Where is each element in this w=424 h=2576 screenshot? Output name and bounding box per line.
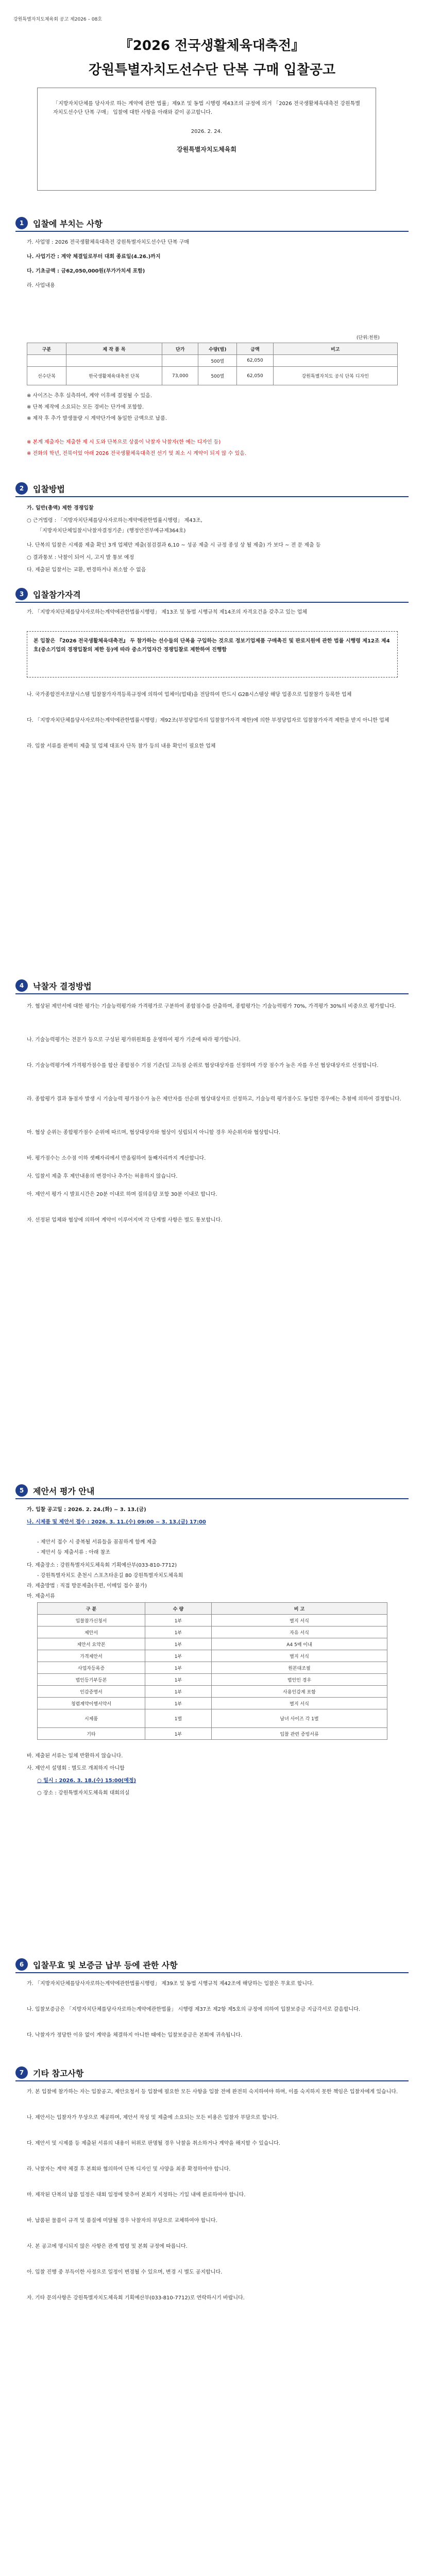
table-cell: 제안서 요약본 xyxy=(38,1638,145,1650)
table-cell: 1부 xyxy=(145,1728,212,1740)
table-header: 비 고 xyxy=(212,1603,387,1615)
table-cell: 500벌 xyxy=(198,355,237,367)
s3-highlight-box xyxy=(27,631,398,677)
item-table xyxy=(27,343,398,385)
table-cell: 1벌 xyxy=(145,1709,212,1728)
section-2-header xyxy=(15,482,65,495)
table-cell xyxy=(273,355,397,367)
table-cell: 법인등기부등본 xyxy=(38,1674,145,1686)
section-divider xyxy=(15,993,409,994)
section-divider xyxy=(15,2080,409,2081)
notice-number: 강원특별자치도체육회 공고 제2026 – 08호 xyxy=(13,17,103,22)
s1-line: 가. 사업명 : 2026 전국생활체육대축전 강원특별자치도선수단 단복 구매 xyxy=(27,240,190,245)
s5-line3: ○ 장소 : 강원특별자치도체육회 대회의실 xyxy=(37,1790,130,1796)
section-title: 기타 참고사항 xyxy=(33,2068,84,2078)
s5-sub: - 제안서 접수 시 중복될 서류들을 꼼꼼하게 함께 제출 xyxy=(37,1539,157,1545)
table-cell xyxy=(66,355,162,367)
table-cell: 73,000 xyxy=(162,367,198,385)
table-cell: 1부 xyxy=(145,1662,212,1674)
table-cell: 1부 xyxy=(145,1626,212,1638)
s5-line2: 마. 제출서류 xyxy=(27,1594,55,1599)
section-title: 입찰에 부치는 사항 xyxy=(33,218,103,229)
table-header: 수량(벌) xyxy=(198,343,237,355)
intro-org: 강원특별자치도체육회 xyxy=(177,146,236,153)
section-title: 낙찰자 결정방법 xyxy=(33,981,92,991)
s7-line: 사. 본 공고에 명시되지 않은 사항은 관계 법령 및 본회 규정에 따릅니다. xyxy=(27,2244,188,2249)
section-number: 7 xyxy=(15,2066,28,2079)
table-cell: 1부 xyxy=(145,1698,212,1709)
table-header-row xyxy=(27,343,398,355)
s2-line: 가. 일반(총액) 제한 경쟁입찰 xyxy=(27,505,94,511)
s4-line: 라. 종합평가 결과 동점자 발생 시 기술능력 평가점수가 높은 제안자를 선순위 협상대상자로 선정하고, 기술능력 평가점수도 동일한 경우에는 추첨에 의하여 결정합니다. xyxy=(27,1096,401,1102)
table-cell: 한국생활체육대축전 단복 xyxy=(66,367,162,385)
table-row xyxy=(38,1698,387,1709)
section-number: 1 xyxy=(15,217,28,229)
s4-line: 아. 제안서 평가 시 발표시간은 20분 이내로 하며 질의응답 포함 30분 이내로 합니다. xyxy=(27,1192,217,1197)
s5-line xyxy=(27,1518,408,1527)
intro-text: 「지방자치단체를 당사자로 하는 계약에 관한 법률」제9조 및 동법 시행령 제43조의 규정에 의거 「2026 전국생활체육대축전 강원특별자치도선수단 단복 구매」 입찰에 대한 사항을 아래와 같이 공고합니다. xyxy=(53,101,360,115)
table-header: 구 분 xyxy=(38,1603,145,1615)
section-6-header xyxy=(15,1958,178,1971)
table-cell: 1부 xyxy=(145,1674,212,1686)
table-cell: 62,050 xyxy=(237,355,273,367)
s3-line: 나. 국가종합전자조달시스템 입찰참가자격등록규정에 의하여 업체이(업태)을 전담하여 반드시 G2B시스템상 해당 업종으로 입찰참가 등록한 업체 xyxy=(27,692,352,698)
table-cell: 1부 xyxy=(145,1650,212,1662)
title-block xyxy=(0,35,424,78)
table-cell: 사용인감계 포함 xyxy=(212,1686,387,1698)
table-row xyxy=(38,1626,387,1638)
table-cell: 법인인 경우 xyxy=(212,1674,387,1686)
section-divider xyxy=(15,1498,409,1499)
table-row xyxy=(27,367,398,385)
s2-line: 다. 제출된 입찰서는 교환, 변경하거나 취소할 수 없음 xyxy=(27,567,146,573)
table-header: 구분 xyxy=(27,343,66,355)
section-divider xyxy=(15,1972,409,1973)
s7-line: 가. 본 입찰에 참가하는 자는 입찰공고, 제안요청서 등 입찰에 필요한 모든 사항을 입찰 전에 완전히 숙지하여야 하며, 이를 숙지하지 못한 책임은 입찰자에게 있습니다. xyxy=(27,2089,398,2095)
intro-box xyxy=(37,88,376,191)
s7-line: 아. 입찰 진행 중 부득이한 사정으로 일정이 변경될 수 있으며, 변경 시 별도 공지합니다. xyxy=(27,2269,223,2275)
table-header: 금액 xyxy=(237,343,273,355)
table-unit: (단위:천원) xyxy=(357,335,380,341)
s3-line: 다. 「지방자치단체를당사자로하는계약에관한법률시행령」제92조(부정당업자의 입찰참가자격 제한)에 의한 부정당업자로 입찰참가자격 제한을 받지 아니한 업체 xyxy=(27,718,389,723)
section-title: 입찰참가자격 xyxy=(33,589,81,600)
s5-line2: - 강원특별자치도 춘천시 스포츠타운길 80 강원특별자치도체육회 xyxy=(37,1573,183,1579)
s1-note: ※ 사이즈는 추후 실측하여, 계약 이후에 결정될 수 있음. xyxy=(27,393,152,399)
table-row xyxy=(38,1686,387,1698)
section-7-header xyxy=(15,2066,83,2079)
table-row xyxy=(38,1674,387,1686)
table-row xyxy=(38,1709,387,1728)
s1-note-red: ※ 전화의 학년, 전북이었 아래 2026 전국생활체육대축전 선기 및 최소 시 계약이 되지 않 수 있음. xyxy=(27,451,246,456)
s1-note-red: ※ 본계 제출자는 제출한 제 시 도와 단복으로 상품이 낙찰자 낙찰자(한 예는 디자인 등) xyxy=(27,439,221,445)
s4-line: 가. 협상된 제안서에 대한 평가는 기술능력평가와 가격평가로 구분하여 종합점수를 산출하며, 종합평가는 기술능력평가 70%, 가격평가 30%의 비중으로 평가합니다. xyxy=(27,1004,396,1009)
s1-line: 라. 사업내용 xyxy=(27,283,55,289)
table-cell xyxy=(27,355,66,367)
table-cell xyxy=(162,355,198,367)
table-cell: 1부 xyxy=(145,1638,212,1650)
section-number: 2 xyxy=(15,482,28,495)
table-cell: 62,050 xyxy=(237,367,273,385)
s1-line: 나. 사업기간 : 계약 체결일로부터 대회 종료일(4.26.)까지 xyxy=(27,254,161,260)
table-row xyxy=(38,1728,387,1740)
s2-line: 나. 단복의 입찰은 시제품 제출 확인 3개 업체만 제출(점검결과 6,10 ~ 성공 제출 시 규정 종성 상 될 제출) 가 보다 ~ 전 문 제출 등 xyxy=(27,543,321,548)
table-header: 제 작 품 목 xyxy=(66,343,162,355)
table-cell: 선수단복 xyxy=(27,367,66,385)
s3-highlight-text: 본 입찰은 『2026 전국생활체육대축전』 두 참가하는 선수들의 단복을 구입하는 것으로 정보기업제품 구매촉진 및 판로지원에 관한 법률 시행령 제12조 제4호(중소기업의 경쟁입찰의 제한 등)에 따라 중소기업자간 경쟁입찰로 제한하여 진행함 xyxy=(33,638,390,653)
table-cell: 인감증명서 xyxy=(38,1686,145,1698)
section-title: 입찰무효 및 보증금 납부 등에 관한 사항 xyxy=(33,1960,178,1970)
table-header: 단가 xyxy=(162,343,198,355)
table-header-row xyxy=(38,1603,387,1615)
table-cell: 제안서 xyxy=(38,1626,145,1638)
s6-line: 가. 「지방자치단체를당사자로하는계약에관한법률시행령」 제39조 및 동법 시행규칙 제42조에 해당하는 입찰은 무효로 합니다. xyxy=(27,1981,314,1987)
table-cell: 남녀 사이즈 각 1벌 xyxy=(212,1709,387,1728)
s5-line3: 사. 제안서 설명회 : 별도로 개최하지 아니함 xyxy=(27,1766,125,1771)
table-row xyxy=(38,1650,387,1662)
submission-table xyxy=(37,1602,387,1740)
s4-line: 바. 평가점수는 소수점 이하 셋째자리에서 반올림하여 둘째자리까지 계산합니다. xyxy=(27,1156,206,1161)
table-header: 비고 xyxy=(273,343,397,355)
s5-line: 가. 입찰 공고일 : 2026. 2. 24.(화) ~ 3. 13.(금) xyxy=(27,1507,146,1513)
s5-line2: 라. 제출방법 : 직접 방문제출(우편, 이메일 접수 불가) xyxy=(27,1583,147,1589)
s5-line3 xyxy=(37,1776,408,1785)
s1-line: 다. 기초금액 : 금62,050,000원(부가가치세 포함) xyxy=(27,268,145,274)
s1-note: ※ 제작 후 추가 발생물량 시 계약단가에 동일한 금액으로 납품. xyxy=(27,416,167,421)
intro-date: 2026. 2. 24. xyxy=(191,129,223,134)
section-number: 4 xyxy=(15,979,28,992)
s5-submission-period: 나. 시제품 및 제안서 접수 : 2026. 3. 11.(수) 09:00 ~ 3. 13.(금) 17:00 xyxy=(27,1519,206,1525)
table-cell: 입찰참가신청서 xyxy=(38,1615,145,1626)
s4-line: 다. 기술능력평가에 가격평가점수를 합산 종합점수 기점 기준(일 고득점 순위로 협상대상자를 선정하며 가장 점수가 높은 자를 우선 협상대상자로 선정합니다. xyxy=(27,1063,379,1069)
s7-line: 다. 제안서 및 시제품 등 제출된 서류의 내용이 허위로 판명될 경우 낙찰을 취소하거나 계약을 해지할 수 있습니다. xyxy=(27,2141,280,2146)
section-divider xyxy=(15,602,409,603)
page-title-line1: 『2026 전국생활체육대축전』 xyxy=(119,38,305,54)
s3-line: 가. 「지방자치단체를당사자로하는계약에관한법률시행령」 제13조 및 동법 시행규칙 제14조의 자격요건을 갖추고 있는 업체 xyxy=(27,609,308,615)
s5-line3: 바. 제출된 서류는 일체 반환하지 않습니다. xyxy=(27,1753,123,1759)
table-cell: 500벌 xyxy=(198,367,237,385)
section-number: 6 xyxy=(15,1958,28,1971)
s7-line: 라. 낙찰자는 계약 체결 후 본회와 협의하여 단복 디자인 및 사양을 최종 확정하여야 합니다. xyxy=(27,2166,231,2172)
s7-line: 자. 기타 문의사항은 강원특별자치도체육회 기획예산부(033-810-7712)로 연락하시기 바랍니다. xyxy=(27,2295,245,2301)
section-5-header xyxy=(15,1484,94,1497)
page-title-line2: 강원특별자치도선수단 단복 구매 입찰공고 xyxy=(88,62,336,78)
table-row xyxy=(38,1615,387,1626)
section-divider xyxy=(15,496,409,497)
s7-line: 나. 제안서는 입찰자가 무상으로 제공하며, 제안서 작성 및 제출에 소요되는 모든 비용은 입찰자 부담으로 합니다. xyxy=(27,2115,279,2121)
s4-line: 나. 기술능력평가는 전문가 등으로 구성된 평가위원회를 운영하여 평가 기준에 따라 평가합니다. xyxy=(27,1037,241,1043)
table-cell: 자유 서식 xyxy=(212,1626,387,1638)
table-cell: 1부 xyxy=(145,1615,212,1626)
table-cell: 사업자등록증 xyxy=(38,1662,145,1674)
table-cell: 원본대조필 xyxy=(212,1662,387,1674)
s5-line2: 다. 제출장소 : 강원특별자치도체육회 기획예산부(033-810-7712) xyxy=(27,1563,177,1568)
table-cell: 가격제안서 xyxy=(38,1650,145,1662)
s6-line: 다. 낙찰자가 정당한 이유 없이 계약을 체결하지 아니한 때에는 입찰보증금은 본회에 귀속됩니다. xyxy=(27,2032,243,2038)
s5-sub: - 제안서 등 제출서류 : 아래 참조 xyxy=(37,1550,110,1555)
table-row xyxy=(27,355,398,367)
table-cell: 청렴계약이행서약서 xyxy=(38,1698,145,1709)
s4-line: 마. 협상 순위는 종합평가점수 순위에 따르며, 협상대상자와 협상이 성립되지 아니할 경우 차순위자와 협상합니다. xyxy=(27,1130,281,1136)
section-4-header xyxy=(15,979,92,992)
section-divider xyxy=(15,231,409,232)
table-row xyxy=(38,1662,387,1674)
s2-line: ○ 결과통보 : 낙찰이 되어 시, 고지 발 통보 예정 xyxy=(27,555,134,561)
section-3-header xyxy=(15,587,81,601)
table-cell: 별지 서식 xyxy=(212,1615,387,1626)
section-1-header xyxy=(15,216,103,230)
table-cell: 1부 xyxy=(145,1686,212,1698)
s4-line: 자. 선정된 업체와 협상에 의하여 계약이 이루어지며 각 단계별 사항은 별도 통보합니다. xyxy=(27,1217,223,1223)
s6-line: 나. 입찰보증금은 「지방자치단체를당사자로하는계약에관한법률」 시행령 제37조 제2항 제5호의 규정에 의하여 입찰보증금 지급각서로 갈음합니다. xyxy=(27,2007,361,2012)
section-number: 5 xyxy=(15,1484,28,1497)
table-cell: 입찰 관련 증빙서류 xyxy=(212,1728,387,1740)
s4-line: 사. 입찰서 제출 후 제안내용의 변경이나 추가는 허용하지 않습니다. xyxy=(27,1174,178,1179)
section-number: 3 xyxy=(15,588,28,600)
table-cell: 별지 서식 xyxy=(212,1650,387,1662)
table-cell: 기타 xyxy=(38,1728,145,1740)
table-header: 수 량 xyxy=(145,1603,212,1615)
s2-line: ○ 근거법령 : 「지방자치단체를당사자로하는계약에관한법률시행령」 제43조, xyxy=(27,518,202,523)
section-title: 입찰방법 xyxy=(33,484,65,494)
s2-line: 「지방자치단체입찰시낙찰자결정기준」(행정안전부예규제364호) xyxy=(37,528,186,534)
table-cell: 별지 서식 xyxy=(212,1698,387,1709)
s3-line: 라. 입찰 서류를 완벽히 제출 및 업체 대표자 단독 참가 등의 내용 확인이 필요한 업체 xyxy=(27,743,216,749)
table-row xyxy=(38,1638,387,1650)
s7-line: 마. 제작된 단복의 납품 일정은 대회 일정에 맞추어 본회가 지정하는 기일 내에 완료하여야 합니다. xyxy=(27,2192,246,2198)
s7-line: 바. 납품된 물품이 규격 및 품질에 미달될 경우 낙찰자의 부담으로 교체하여야 합니다. xyxy=(27,2218,217,2224)
table-cell: 강원특별자치도 공식 단복 디자인 xyxy=(273,367,397,385)
s5-briefing-time: ○ 일시 : 2026. 3. 18.(수) 15:00(예정) xyxy=(37,1778,137,1784)
s1-note: ※ 단복 제작에 소요되는 모든 경비는 단가에 포함함. xyxy=(27,404,144,410)
table-cell: 시제품 xyxy=(38,1709,145,1728)
table-cell: A4 5매 이내 xyxy=(212,1638,387,1650)
section-title: 제안서 평가 안내 xyxy=(33,1486,95,1496)
